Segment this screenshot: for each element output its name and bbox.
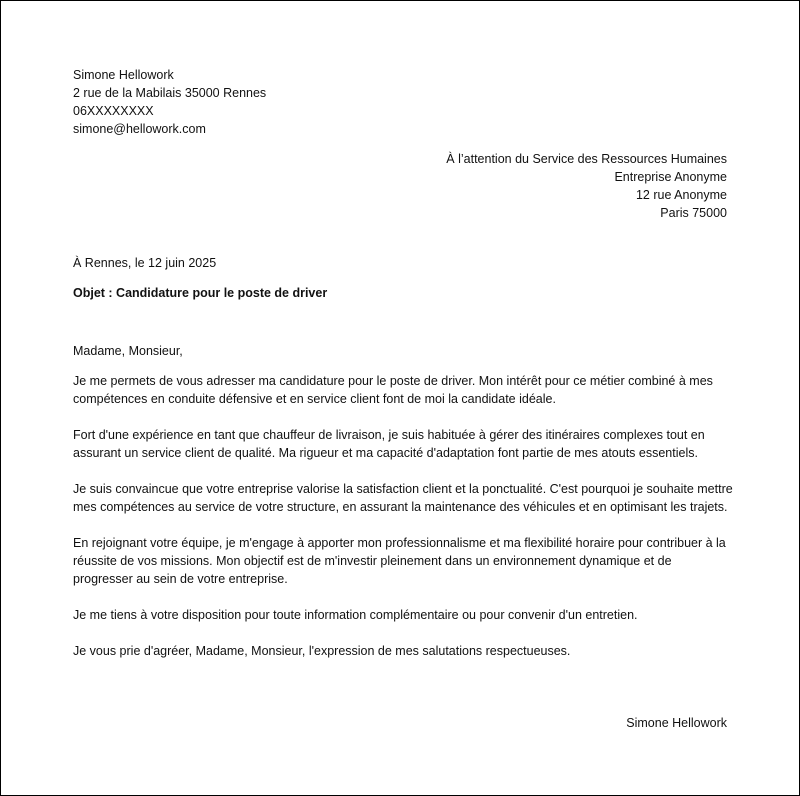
recipient-company: Entreprise Anonyme — [614, 170, 727, 184]
body-paragraph: Je suis convaincue que votre entreprise valorise la satisfaction client et la ponctualité. C'est pourquoi je souhaite mettre mes compétences au service de votre structure, en assurant la maintenance des véhicules et en optimisant les trajets. — [73, 482, 733, 514]
recipient-attention: À l’attention du Service des Ressources Humaines — [446, 152, 727, 166]
salutation: Madame, Monsieur, — [73, 344, 183, 358]
body-paragraph: En rejoignant votre équipe, je m'engage à apporter mon professionnalisme et ma flexibilité horaire pour contribuer à la réussite de vos missions. Mon objectif est de m'investir pleinement dans un environnement dynamique et de progresser au sein de votre entreprise. — [73, 536, 726, 586]
sender-name: Simone Hellowork — [73, 68, 174, 82]
signature: Simone Hellowork — [626, 716, 727, 730]
subject-line: Objet : Candidature pour le poste de driver — [73, 286, 328, 300]
sender-phone: 06XXXXXXXX — [73, 104, 154, 118]
sender-address: 2 rue de la Mabilais 35000 Rennes — [73, 86, 267, 100]
recipient-city: Paris 75000 — [660, 206, 727, 220]
sender-email: simone@hellowork.com — [73, 122, 206, 136]
date-line: À Rennes, le 12 juin 2025 — [73, 256, 217, 270]
sender-block — [73, 66, 266, 138]
body-paragraph: Fort d'une expérience en tant que chauffeur de livraison, je suis habituée à gérer des itinéraires complexes tout en assurant un service client de qualité. Ma rigueur et ma capacité d'adaptation font partie de mes atouts essentiels. — [73, 428, 705, 460]
body-paragraph: Je me tiens à votre disposition pour toute information complémentaire ou pour convenir d'un entretien. — [73, 608, 638, 622]
body-paragraph: Je me permets de vous adresser ma candidature pour le poste de driver. Mon intérêt pour ce métier combiné à mes compétences en conduite défensive et en service client font de moi la candidate idéale. — [73, 374, 713, 406]
recipient-block — [446, 150, 727, 222]
recipient-street: 12 rue Anonyme — [635, 188, 727, 202]
letter-body — [73, 372, 733, 678]
closing-paragraph: Je vous prie d'agréer, Madame, Monsieur, l'expression de mes salutations respectueuses. — [73, 644, 571, 658]
